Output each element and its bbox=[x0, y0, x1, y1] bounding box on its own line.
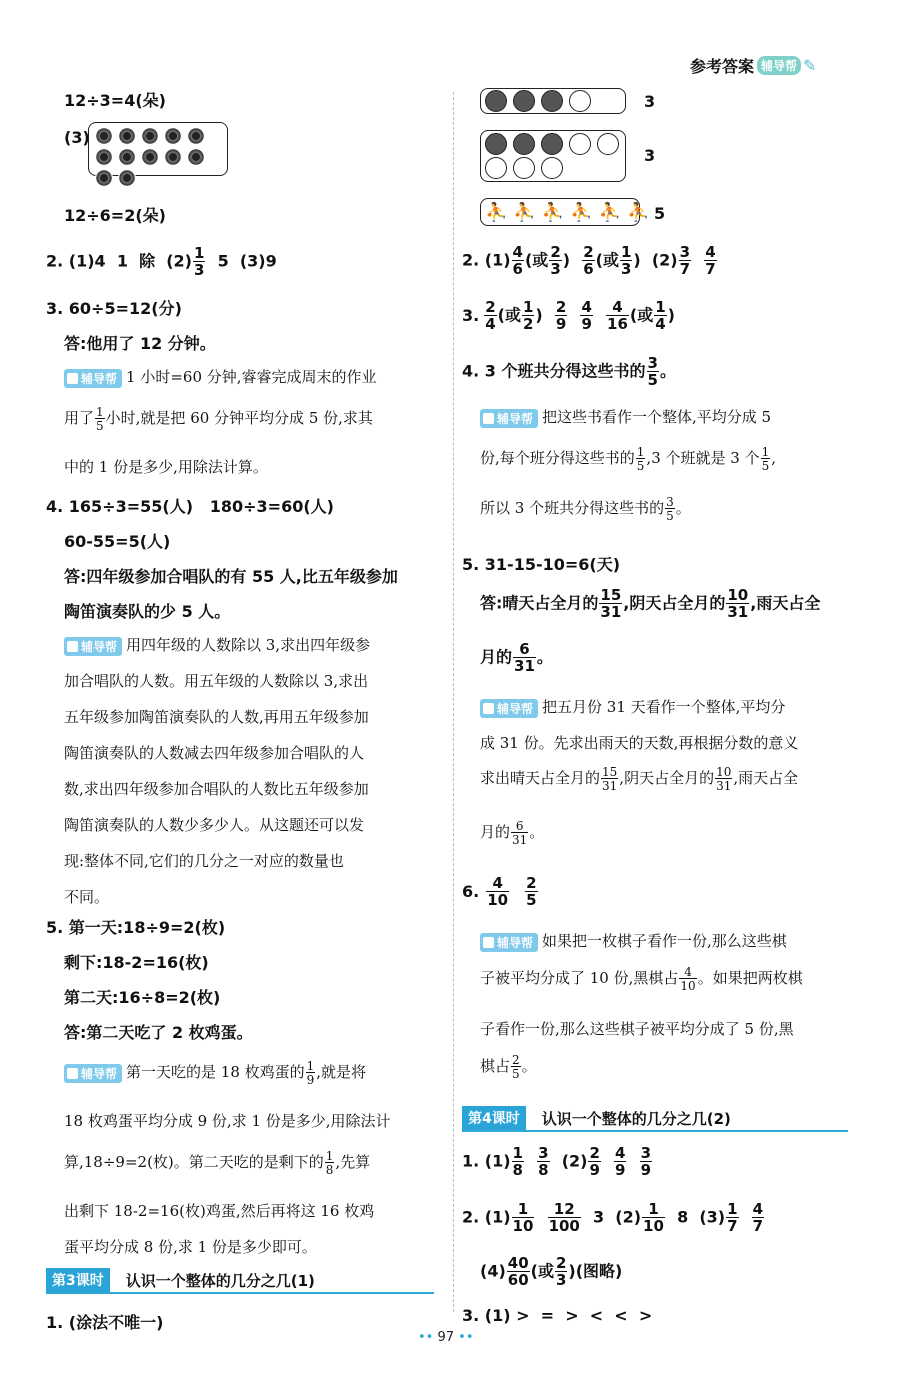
help-note-line: 五年级参加陶笛演奏队的人数,再用五年级参加 bbox=[64, 708, 369, 726]
help-note-line: 出剩下 18-2=16(枚)鸡蛋,然后再将这 16 枚鸡 bbox=[64, 1202, 375, 1220]
answer-line: 12÷6=2(朵) bbox=[64, 206, 166, 225]
basketball-icon bbox=[513, 90, 535, 112]
answer-q5: 5. 第一天:18÷9=2(枚) bbox=[46, 918, 226, 937]
flower-icon bbox=[118, 127, 136, 145]
column-divider bbox=[453, 92, 454, 1312]
lesson-header bbox=[46, 1268, 434, 1294]
answer-text: (或 bbox=[595, 250, 619, 270]
lesson-title: 认识一个整体的几分之几(1) bbox=[125, 1271, 315, 1290]
answer-text: ) (2) bbox=[633, 250, 678, 270]
person-icon: ⛹ bbox=[541, 201, 565, 223]
answer-q3: 3. 60÷5=12(分) bbox=[46, 299, 182, 318]
person-icon: ⛹ bbox=[570, 201, 593, 223]
flower-icon bbox=[164, 127, 182, 145]
fraction: $\frac{4}{9}$ bbox=[581, 298, 592, 333]
answer-text bbox=[602, 1152, 613, 1171]
fraction: $\frac{2}{9}$ bbox=[555, 298, 567, 333]
fraction: $\frac{1}{10}$ bbox=[512, 1200, 534, 1235]
answer-q4: 4. 165÷3=55(人) 180÷3=60(人) bbox=[46, 497, 334, 516]
flower-icon bbox=[187, 127, 205, 145]
book-icon bbox=[67, 1068, 78, 1079]
fraction: $\frac{2}{6}$ bbox=[583, 243, 594, 278]
answer-text bbox=[568, 306, 579, 325]
header-badge: 辅导帮 bbox=[757, 56, 801, 75]
help-note-line: 份,每个班分得这些书的 $\frac{1}{5}$ ,3 个班就是 3 个 $\frac{1}{5}$ , bbox=[480, 445, 777, 473]
fraction: $\frac{1}{3}$ bbox=[194, 244, 205, 279]
basketball-icon bbox=[485, 133, 507, 155]
answer-q1 bbox=[462, 1146, 653, 1178]
help-tag: 辅导帮 bbox=[480, 699, 538, 718]
lesson-title: 认识一个整体的几分之几(2) bbox=[541, 1109, 731, 1128]
book-icon bbox=[483, 703, 494, 714]
balls-image bbox=[480, 130, 626, 182]
flower-icon bbox=[141, 127, 159, 145]
flower-icon bbox=[141, 148, 159, 166]
help-note-line: 数,求出四年级参加合唱队的人数比五年级参加 bbox=[64, 780, 369, 798]
answer-q2-part4 bbox=[480, 1256, 622, 1288]
fraction: $\frac{2}{4}$ bbox=[485, 298, 496, 333]
answer-count: 3 bbox=[644, 146, 656, 165]
help-note: 辅导帮 用四年级的人数除以 3,求出四年级参 bbox=[64, 634, 370, 656]
help-note: 辅导帮 1 小时=60 分钟,睿睿完成周末的作业 bbox=[64, 366, 377, 388]
fraction: $\frac{3}{9}$ bbox=[640, 1144, 652, 1179]
help-note: 辅导帮 第一天吃的是 18 枚鸡蛋的 $\frac{1}{9}$ ,就是将 bbox=[64, 1060, 366, 1086]
answer-q6: 6. $\frac{4}{10}$ $\frac{2}{5}$ bbox=[462, 874, 537, 909]
person-icon: ⛹ bbox=[513, 201, 536, 223]
lesson-header bbox=[462, 1106, 848, 1132]
help-tag: 辅导帮 bbox=[64, 369, 122, 388]
answer-text: (2) bbox=[550, 1151, 588, 1171]
help-note-line: 子看作一份,那么这些棋子被平均分成了 5 份,黑 bbox=[480, 1020, 794, 1038]
flower-icon bbox=[95, 148, 113, 166]
answer-text: (或 bbox=[524, 250, 549, 270]
answer-text bbox=[525, 1152, 536, 1171]
answer-q4: 4. 3 个班共分得这些书的 $\frac{3}{5}$ 。 bbox=[462, 354, 676, 389]
answer-text bbox=[535, 1208, 546, 1227]
lesson-badge: 第3课时 bbox=[46, 1268, 110, 1292]
fraction: $\frac{1}{10}$ bbox=[643, 1200, 664, 1235]
fraction: $\frac{40}{60}$ bbox=[507, 1254, 529, 1289]
help-tag: 辅导帮 bbox=[480, 409, 538, 428]
answer-q2 bbox=[462, 1202, 765, 1234]
pencil-icon: ✎ bbox=[803, 56, 817, 75]
person-icon: ⛹ bbox=[627, 201, 650, 223]
fraction: $\frac{3}{8}$ bbox=[538, 1144, 549, 1179]
answer-count: 3 bbox=[644, 92, 656, 111]
fraction: $\frac{1}{4}$ bbox=[655, 298, 666, 333]
help-note-line: 加合唱队的人数。用五年级的人数除以 3,求出 bbox=[64, 672, 369, 690]
flower-icon bbox=[95, 127, 113, 145]
flower-icon bbox=[118, 169, 136, 187]
fraction: $\frac{4}{7}$ bbox=[705, 243, 716, 278]
fraction: $\frac{4}{7}$ bbox=[752, 1200, 764, 1235]
question-number: (3) bbox=[64, 128, 90, 147]
help-note-line: 陶笛演奏队的人数少多少人。从这题还可以发 bbox=[64, 816, 365, 834]
answer-q5-sentence: 答:第二天吃了 2 枚鸡蛋。 bbox=[64, 1023, 253, 1042]
help-note-line: 陶笛演奏队的人数减去四年级参加合唱队的人 bbox=[64, 744, 365, 762]
volleyball-icon bbox=[597, 133, 619, 155]
answer-text bbox=[692, 251, 703, 270]
answer-text: 2. (1) bbox=[462, 1207, 511, 1227]
basketball-icon bbox=[513, 133, 535, 155]
people-image bbox=[480, 198, 650, 226]
answer-q5-line: 剩下:18-2=16(枚) bbox=[64, 953, 209, 972]
answer-text: (或 bbox=[497, 305, 521, 325]
answer-q5-line: 第二天:16÷8=2(枚) bbox=[64, 988, 221, 1007]
fraction: $\frac{1}{8}$ bbox=[512, 1144, 523, 1179]
fraction: $\frac{4}{6}$ bbox=[512, 243, 523, 278]
header-title: 参考答案 bbox=[690, 57, 755, 76]
answer-q3: 3. (1) > = > < < > bbox=[462, 1306, 653, 1325]
book-icon bbox=[483, 413, 494, 424]
flower-grid-image bbox=[88, 122, 228, 176]
basketball-icon bbox=[485, 90, 507, 112]
page-number: •• 97 •• bbox=[418, 1330, 474, 1345]
fraction: $\frac{2}{3}$ bbox=[550, 243, 561, 278]
answer-text bbox=[594, 306, 605, 325]
fraction: $\frac{4}{16}$ bbox=[607, 298, 628, 333]
fraction: $\frac{1}{2}$ bbox=[522, 298, 534, 333]
answer-q2: 2. (1)4 1 除 (2) $\frac{1}{3}$ 5 (3)9 bbox=[46, 244, 277, 279]
fraction: $\frac{1}{3}$ bbox=[620, 243, 632, 278]
answer-text bbox=[627, 1152, 638, 1171]
help-tag: 辅导帮 bbox=[64, 1064, 122, 1083]
help-tag: 辅导帮 bbox=[64, 637, 122, 656]
flower-icon bbox=[118, 148, 136, 166]
help-note-line: 用了 $\frac{1}{5}$ 小时,就是把 60 分钟平均分成 5 份,求其 bbox=[64, 405, 373, 433]
volleyball-icon bbox=[513, 157, 535, 179]
answer-text bbox=[740, 1208, 751, 1227]
answer-text: 3 (2) bbox=[581, 1207, 642, 1227]
help-note-line: 不同。 bbox=[64, 888, 110, 906]
fraction: $\frac{4}{9}$ bbox=[615, 1144, 626, 1179]
answer-text: (或 bbox=[530, 1261, 554, 1281]
answer-q5-sentence: 月的 $\frac{6}{31}$ 。 bbox=[480, 640, 553, 675]
answer-q5-sentence: 答:晴天占全月的 $\frac{15}{31}$ ,阴天占全月的 $\frac{10}{31}$ ,雨天占全 bbox=[480, 586, 821, 621]
help-note-line: 所以 3 个班共分得这些书的 $\frac{3}{5}$ 。 bbox=[480, 495, 691, 523]
volleyball-icon bbox=[541, 157, 563, 179]
answer-text: ) bbox=[667, 305, 675, 325]
help-note: 辅导帮 把这些书看作一个整体,平均分成 5 bbox=[480, 406, 771, 428]
help-note-line: 成 31 份。先求出雨天的天数,再根据分数的意义 bbox=[480, 734, 799, 752]
answer-q1: 1. (涂法不唯一) bbox=[46, 1313, 164, 1332]
fraction: $\frac{2}{9}$ bbox=[589, 1144, 600, 1179]
volleyball-icon bbox=[569, 133, 591, 155]
answer-line: 12÷3=4(朵) bbox=[64, 91, 166, 110]
answer-text: )(图略) bbox=[568, 1261, 623, 1281]
volleyball-icon bbox=[485, 157, 507, 179]
answer-q5: 5. 31-15-10=6(天) bbox=[462, 555, 621, 574]
person-icon: ⛹ bbox=[598, 201, 622, 223]
help-note: 辅导帮 把五月份 31 天看作一个整体,平均分 bbox=[480, 696, 785, 718]
flower-icon bbox=[187, 148, 205, 166]
help-tag: 辅导帮 bbox=[480, 933, 538, 952]
fraction: $\frac{1}{7}$ bbox=[727, 1200, 738, 1235]
answer-count: 5 bbox=[654, 204, 666, 223]
help-note-line: 求出晴天占全月的 $\frac{15}{31}$ ,阴天占全月的 $\frac{10}{31}$ ,雨天占全 bbox=[480, 765, 799, 793]
help-note-line: 18 枚鸡蛋平均分成 9 份,求 1 份是多少,用除法计 bbox=[64, 1112, 391, 1130]
fraction: $\frac{12}{100}$ bbox=[548, 1200, 580, 1235]
help-note-line: 子被平均分成了 10 份,黑棋占 $\frac{4}{10}$ 。如果把两枚棋 bbox=[480, 965, 803, 993]
book-icon bbox=[67, 373, 78, 384]
answer-text: (或 bbox=[629, 305, 654, 325]
answer-q3-sentence: 答:他用了 12 分钟。 bbox=[64, 334, 216, 353]
answer-text: 1. (1) bbox=[462, 1151, 511, 1171]
fraction: $\frac{2}{3}$ bbox=[555, 1254, 567, 1289]
help-note: 辅导帮 如果把一枚棋子看作一份,那么这些棋 bbox=[480, 930, 787, 952]
answer-q4-sentence: 答:四年级参加合唱队的有 55 人,比五年级参加 bbox=[64, 567, 398, 586]
fraction: $\frac{3}{7}$ bbox=[679, 243, 691, 278]
page-header bbox=[690, 54, 816, 77]
flower-icon bbox=[95, 169, 113, 187]
person-icon: ⛹ bbox=[485, 201, 508, 223]
help-note-line: 蛋平均分成 8 份,求 1 份是多少即可。 bbox=[64, 1238, 317, 1256]
help-note-line: 现:整体不同,它们的几分之一对应的数量也 bbox=[64, 852, 344, 870]
help-note-line: 月的 $\frac{6}{31}$ 。 bbox=[480, 819, 545, 847]
balls-image bbox=[480, 88, 626, 114]
book-icon bbox=[483, 937, 494, 948]
answer-q4-sentence: 陶笛演奏队的少 5 人。 bbox=[64, 602, 231, 621]
lesson-badge: 第4课时 bbox=[462, 1106, 526, 1130]
book-icon bbox=[67, 641, 78, 652]
answer-q2: 2. (1) $\frac{4}{6}$ (或 $\frac{2}{3}$ ) $\frac{2}{6}$ (或 $\frac{1}{3}$ ) (2) $\frac{3}{7}$ $\frac{4}{7}$ bbox=[462, 243, 716, 278]
basketball-icon bbox=[541, 90, 563, 112]
answer-text: (4) bbox=[480, 1261, 506, 1281]
help-note-line: 棋占 $\frac{2}{5}$ 。 bbox=[480, 1053, 537, 1081]
help-note-line: 中的 1 份是多少,用除法计算。 bbox=[64, 458, 268, 476]
answer-text: ) bbox=[535, 305, 554, 325]
help-note-line: 算,18÷9=2(枚)。第二天吃的是剩下的 $\frac{1}{8}$ ,先算 bbox=[64, 1149, 371, 1177]
flower-icon bbox=[164, 148, 182, 166]
answer-q4-line: 60-55=5(人) bbox=[64, 532, 171, 551]
answer-text: 8 (3) bbox=[665, 1207, 726, 1227]
basketball-icon bbox=[541, 133, 563, 155]
volleyball-icon bbox=[569, 90, 591, 112]
answer-text: ) bbox=[562, 250, 582, 270]
answer-q3: 3. $\frac{2}{4}$ (或 $\frac{1}{2}$ ) $\frac{2}{9}$ $\frac{4}{9}$ $\frac{4}{16}$ (或 $\frac{1}{4}$ ) bbox=[462, 298, 675, 333]
